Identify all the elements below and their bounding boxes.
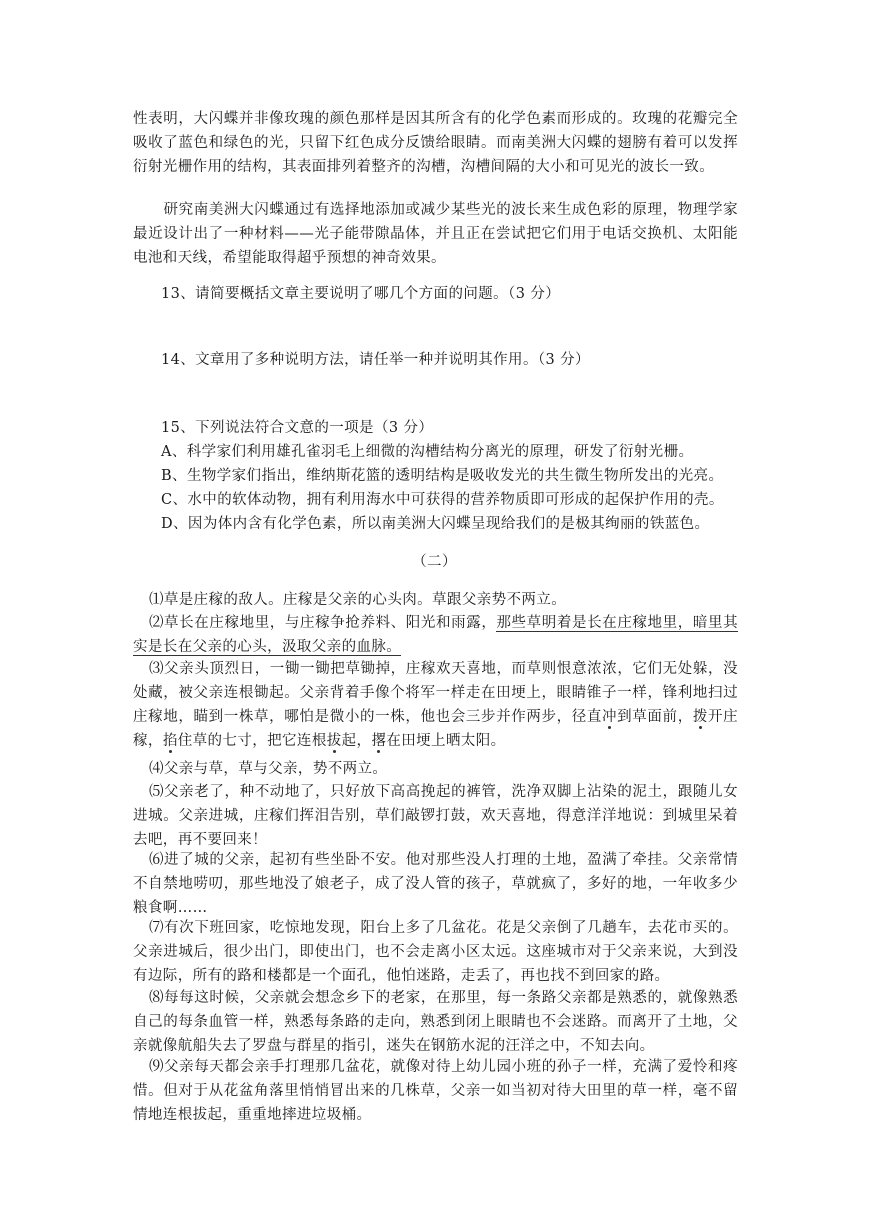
section-paragraph-2 xyxy=(133,611,738,659)
dotted-word-liao: 撂 xyxy=(371,733,387,749)
section-paragraph-8: ⑻每每这时候，父亲就会想念乡下的老家，在那里，每一条路父亲都是熟悉的，就像熟悉自己的每条血管一样，熟悉每条路的走向，熟悉到闭上眼睛也不会迷路。而离开了土地，父亲就像航船失去了罗盘与群星的指引，迷失在钢筋水泥的汪洋之中，不知去向。 xyxy=(133,990,738,1054)
paragraph-3-text-f: 在田埂上晒太阳。 xyxy=(386,733,506,749)
dotted-word-bo: 拨 xyxy=(692,709,708,725)
option-a: A、科学家们利用雄孔雀羽毛上细微的沟槽结构分离光的原理，研发了衍射光栅。 xyxy=(161,444,694,460)
section-paragraph-5: ⑸父亲老了，种不动地了，只好放下高高挽起的裤管，洗净双脚上沾染的泥土，跟随儿女进城。父亲进城，庄稼们挥泪告别，草们敲锣打鼓，欢天喜地，得意洋洋地说：到城里呆着去吧，再不要回来！ xyxy=(133,784,738,848)
dotted-word-qia: 掐 xyxy=(162,733,178,749)
section-paragraph-4: ⑷父亲与草，草与父亲，势不两立。 xyxy=(148,761,388,777)
section-title: （二） xyxy=(412,554,457,570)
underlined-sentence: 那些草明着是长在庄稼地里，暗里其实是长在父亲的心头，汲取父亲的血脉。 xyxy=(133,615,738,655)
passage-paragraph-2: 研究南美洲大闪蝶通过有选择地添加或减少某些光的波长来生成色彩的原理，物理学家最近设计出了一种材料——光子能带隙晶体，并且正在尝试把它们用于电话交换机、太阳能电池和天线，希望能取得超乎预想的神奇效果。 xyxy=(133,202,738,266)
paragraph-3-text-a: ⑶父亲头顶烈日，一锄一锄把草锄掉，庄稼欢天喜地，而草则恨意浓浓，它们无处躲，没处藏，被父亲连根锄起。父亲背着手像个将军一样走在田埂上，眼睛锥子一样，锋利地扫过庄稼地，瞄到一株草，哪怕是微小的一株，他也会三步并作两步，径直 xyxy=(133,661,738,725)
option-c: C、水中的软体动物，拥有利用海水中可获得的营养物质即可形成的起保护作用的壳。 xyxy=(161,492,724,508)
paragraph-3-text-b: 到草面前， xyxy=(617,709,693,725)
option-d: D、因为体内含有化学色素，所以南美洲大闪蝶呈现给我们的是极其绚丽的铁蓝色。 xyxy=(161,516,710,532)
paragraph-3-text-e: 起， xyxy=(341,733,372,749)
question-14: 14、文章用了多种说明方法，请任举一种并说明其作用。（3 分） xyxy=(161,352,590,368)
dotted-word-ba: 拔 xyxy=(326,733,342,749)
passage-paragraph-1: 性表明，大闪蝶并非像玫瑰的颜色那样是因其所含有的化学色素而形成的。玫瑰的花瓣完全吸收了蓝色和绿色的光，只留下红色成分反馈给眼睛。而南美洲大闪蝶的翅膀有着可以发挥衍射光栅作用的结构，其表面排列着整齐的沟槽，沟槽间隔的大小和可见光的波长一致。 xyxy=(133,111,738,175)
paragraph-2-text: ⑵草长在庄稼地里，与庄稼争抢养料、阳光和雨露， xyxy=(148,615,497,631)
dotted-word-chong: 冲 xyxy=(602,709,618,725)
section-paragraph-3 xyxy=(133,657,738,753)
option-b: B、生物学家们指出，维纳斯花篮的透明结构是吸收发光的共生微生物所发出的光亮。 xyxy=(161,468,724,484)
question-13: 13、请简要概括文章主要说明了哪几个方面的问题。（3 分） xyxy=(161,286,561,302)
section-paragraph-9: ⑼父亲每天都会亲手打理那几盆花，就像对待上幼儿园小班的孙子一样，充满了爱怜和疼惜。但对于从花盆角落里悄悄冒出来的几株草，父亲一如当初对待大田里的草一样，毫不留情地连根拔起，重重地摔进垃圾桶。 xyxy=(133,1059,738,1123)
section-paragraph-1: ⑴草是庄稼的敌人。庄稼是父亲的心头肉。草跟父亲势不两立。 xyxy=(148,592,567,608)
paragraph-3-text-c: 开庄稼， xyxy=(133,709,738,749)
section-paragraph-6: ⑹进了城的父亲，起初有些坐卧不安。他对那些没人打理的土地，盈满了牵挂。父亲常情不自禁地唠叨，那些地没了娘老子，成了没人管的孩子，草就疯了，多好的地，一年收多少粮食啊…… xyxy=(133,852,738,916)
section-paragraph-7: ⑺有次下班回家，吃惊地发现，阳台上多了几盆花。花是父亲倒了几趟车，去花市买的。父亲进城后，很少出门，即使出门，也不会走离小区太远。这座城市对于父亲来说，大到没有边际，所有的路和楼都是一个面孔，他怕迷路，走丢了，再也找不到回家的路。 xyxy=(133,920,738,984)
question-15: 15、下列说法符合文意的一项是（3 分） xyxy=(161,420,434,436)
paragraph-3-text-d: 住草的七寸，把它连根 xyxy=(177,733,327,749)
